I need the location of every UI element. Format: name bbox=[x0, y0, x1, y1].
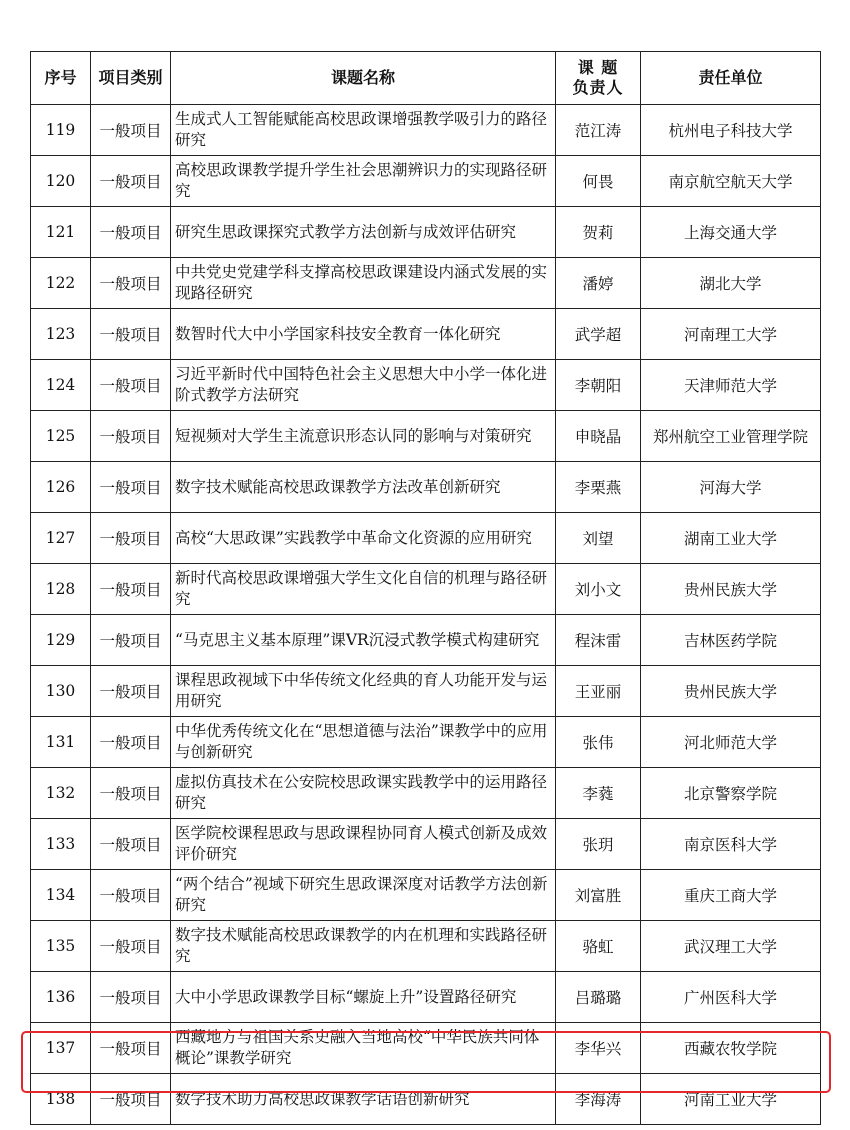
row-person: 申晓晶 bbox=[556, 411, 641, 462]
row-num: 137 bbox=[31, 1023, 91, 1074]
row-num: 126 bbox=[31, 462, 91, 513]
row-unit: 北京警察学院 bbox=[641, 768, 821, 819]
header-unit: 责任单位 bbox=[641, 52, 821, 105]
row-category: 一般项目 bbox=[91, 309, 171, 360]
row-unit: 南京医科大学 bbox=[641, 819, 821, 870]
row-person: 李栗燕 bbox=[556, 462, 641, 513]
row-person: 张伟 bbox=[556, 717, 641, 768]
row-unit: 武汉理工大学 bbox=[641, 921, 821, 972]
row-category: 一般项目 bbox=[91, 411, 171, 462]
row-category: 一般项目 bbox=[91, 819, 171, 870]
row-category: 一般项目 bbox=[91, 768, 171, 819]
row-category: 一般项目 bbox=[91, 564, 171, 615]
row-title: 课程思政视域下中华传统文化经典的育人功能开发与运用研究 bbox=[171, 666, 556, 717]
row-category: 一般项目 bbox=[91, 1074, 171, 1125]
table-row bbox=[31, 258, 821, 309]
row-unit: 西藏农牧学院 bbox=[641, 1023, 821, 1074]
table-row bbox=[31, 870, 821, 921]
row-unit: 河南理工大学 bbox=[641, 309, 821, 360]
table-row bbox=[31, 1074, 821, 1125]
row-person: 李海涛 bbox=[556, 1074, 641, 1125]
row-person: 张玥 bbox=[556, 819, 641, 870]
row-category: 一般项目 bbox=[91, 105, 171, 156]
row-num: 120 bbox=[31, 156, 91, 207]
row-num: 119 bbox=[31, 105, 91, 156]
project-table bbox=[30, 51, 821, 1125]
row-num: 128 bbox=[31, 564, 91, 615]
row-person: 范江涛 bbox=[556, 105, 641, 156]
row-unit: 广州医科大学 bbox=[641, 972, 821, 1023]
table-row bbox=[31, 411, 821, 462]
table-row bbox=[31, 819, 821, 870]
row-person: 李华兴 bbox=[556, 1023, 641, 1074]
row-title: 西藏地方与祖国关系史融入当地高校“中华民族共同体概论”课教学研究 bbox=[171, 1023, 556, 1074]
row-unit: 杭州电子科技大学 bbox=[641, 105, 821, 156]
table-row bbox=[31, 921, 821, 972]
row-num: 125 bbox=[31, 411, 91, 462]
table-row bbox=[31, 564, 821, 615]
row-num: 130 bbox=[31, 666, 91, 717]
row-category: 一般项目 bbox=[91, 666, 171, 717]
header-title: 课题名称 bbox=[171, 52, 556, 105]
row-title: 研究生思政课探究式教学方法创新与成效评估研究 bbox=[171, 207, 556, 258]
row-title: 高校思政课教学提升学生社会思潮辨识力的实现路径研究 bbox=[171, 156, 556, 207]
row-num: 131 bbox=[31, 717, 91, 768]
row-unit: 上海交通大学 bbox=[641, 207, 821, 258]
row-category: 一般项目 bbox=[91, 717, 171, 768]
row-category: 一般项目 bbox=[91, 258, 171, 309]
table-header-row bbox=[31, 52, 821, 105]
row-category: 一般项目 bbox=[91, 513, 171, 564]
row-num: 136 bbox=[31, 972, 91, 1023]
table-row bbox=[31, 1023, 821, 1074]
row-unit: 湖南工业大学 bbox=[641, 513, 821, 564]
row-title: “两个结合”视域下研究生思政课深度对话教学方法创新研究 bbox=[171, 870, 556, 921]
row-category: 一般项目 bbox=[91, 1023, 171, 1074]
row-title: 数字技术助力高校思政课教学话语创新研究 bbox=[171, 1074, 556, 1125]
row-category: 一般项目 bbox=[91, 972, 171, 1023]
table-row bbox=[31, 156, 821, 207]
row-category: 一般项目 bbox=[91, 615, 171, 666]
row-unit: 郑州航空工业管理学院 bbox=[641, 411, 821, 462]
row-unit: 南京航空航天大学 bbox=[641, 156, 821, 207]
row-num: 132 bbox=[31, 768, 91, 819]
table-row bbox=[31, 309, 821, 360]
row-person: 李蕤 bbox=[556, 768, 641, 819]
row-person: 刘望 bbox=[556, 513, 641, 564]
row-unit: 河南工业大学 bbox=[641, 1074, 821, 1125]
table-row bbox=[31, 207, 821, 258]
row-title: 习近平新时代中国特色社会主义思想大中小学一体化进阶式教学方法研究 bbox=[171, 360, 556, 411]
row-num: 133 bbox=[31, 819, 91, 870]
table-row bbox=[31, 105, 821, 156]
row-unit: 天津师范大学 bbox=[641, 360, 821, 411]
row-title: 数智时代大中小学国家科技安全教育一体化研究 bbox=[171, 309, 556, 360]
table-row bbox=[31, 717, 821, 768]
row-person: 程沫雷 bbox=[556, 615, 641, 666]
row-title: 数字技术赋能高校思政课教学方法改革创新研究 bbox=[171, 462, 556, 513]
table-row bbox=[31, 615, 821, 666]
row-unit: 河北师范大学 bbox=[641, 717, 821, 768]
row-person: 刘富胜 bbox=[556, 870, 641, 921]
header-category: 项目类别 bbox=[91, 52, 171, 105]
row-title: 新时代高校思政课增强大学生文化自信的机理与路径研究 bbox=[171, 564, 556, 615]
row-category: 一般项目 bbox=[91, 921, 171, 972]
row-title: “马克思主义基本原理”课VR沉浸式教学模式构建研究 bbox=[171, 615, 556, 666]
header-person-label: 课 题 负责人 bbox=[572, 58, 624, 97]
table-row bbox=[31, 768, 821, 819]
row-category: 一般项目 bbox=[91, 360, 171, 411]
row-title: 虚拟仿真技术在公安院校思政课实践教学中的运用路径研究 bbox=[171, 768, 556, 819]
row-person: 刘小文 bbox=[556, 564, 641, 615]
row-num: 135 bbox=[31, 921, 91, 972]
row-person: 潘婷 bbox=[556, 258, 641, 309]
table-row bbox=[31, 972, 821, 1023]
row-unit: 河海大学 bbox=[641, 462, 821, 513]
row-person: 何畏 bbox=[556, 156, 641, 207]
table-row bbox=[31, 666, 821, 717]
row-num: 121 bbox=[31, 207, 91, 258]
row-num: 124 bbox=[31, 360, 91, 411]
row-person: 贺莉 bbox=[556, 207, 641, 258]
row-title: 数字技术赋能高校思政课教学的内在机理和实践路径研究 bbox=[171, 921, 556, 972]
row-title: 生成式人工智能赋能高校思政课增强教学吸引力的路径研究 bbox=[171, 105, 556, 156]
row-unit: 贵州民族大学 bbox=[641, 564, 821, 615]
row-unit: 重庆工商大学 bbox=[641, 870, 821, 921]
row-title: 中华优秀传统文化在“思想道德与法治”课教学中的应用与创新研究 bbox=[171, 717, 556, 768]
table-row bbox=[31, 462, 821, 513]
row-person: 骆虹 bbox=[556, 921, 641, 972]
row-num: 138 bbox=[31, 1074, 91, 1125]
row-category: 一般项目 bbox=[91, 207, 171, 258]
table-row bbox=[31, 513, 821, 564]
table-row bbox=[31, 360, 821, 411]
row-person: 武学超 bbox=[556, 309, 641, 360]
row-num: 122 bbox=[31, 258, 91, 309]
header-person bbox=[556, 52, 641, 105]
row-person: 王亚丽 bbox=[556, 666, 641, 717]
row-category: 一般项目 bbox=[91, 870, 171, 921]
row-title: 短视频对大学生主流意识形态认同的影响与对策研究 bbox=[171, 411, 556, 462]
row-title: 大中小学思政课教学目标“螺旋上升”设置路径研究 bbox=[171, 972, 556, 1023]
row-category: 一般项目 bbox=[91, 462, 171, 513]
row-title: 医学院校课程思政与思政课程协同育人模式创新及成效评价研究 bbox=[171, 819, 556, 870]
row-category: 一般项目 bbox=[91, 156, 171, 207]
row-num: 123 bbox=[31, 309, 91, 360]
row-unit: 湖北大学 bbox=[641, 258, 821, 309]
row-person: 吕璐璐 bbox=[556, 972, 641, 1023]
row-unit: 吉林医药学院 bbox=[641, 615, 821, 666]
header-num: 序号 bbox=[31, 52, 91, 105]
row-num: 127 bbox=[31, 513, 91, 564]
row-title: 中共党史党建学科支撑高校思政课建设内涵式发展的实现路径研究 bbox=[171, 258, 556, 309]
row-num: 129 bbox=[31, 615, 91, 666]
row-title: 高校“大思政课”实践教学中革命文化资源的应用研究 bbox=[171, 513, 556, 564]
row-unit: 贵州民族大学 bbox=[641, 666, 821, 717]
row-num: 134 bbox=[31, 870, 91, 921]
row-person: 李朝阳 bbox=[556, 360, 641, 411]
